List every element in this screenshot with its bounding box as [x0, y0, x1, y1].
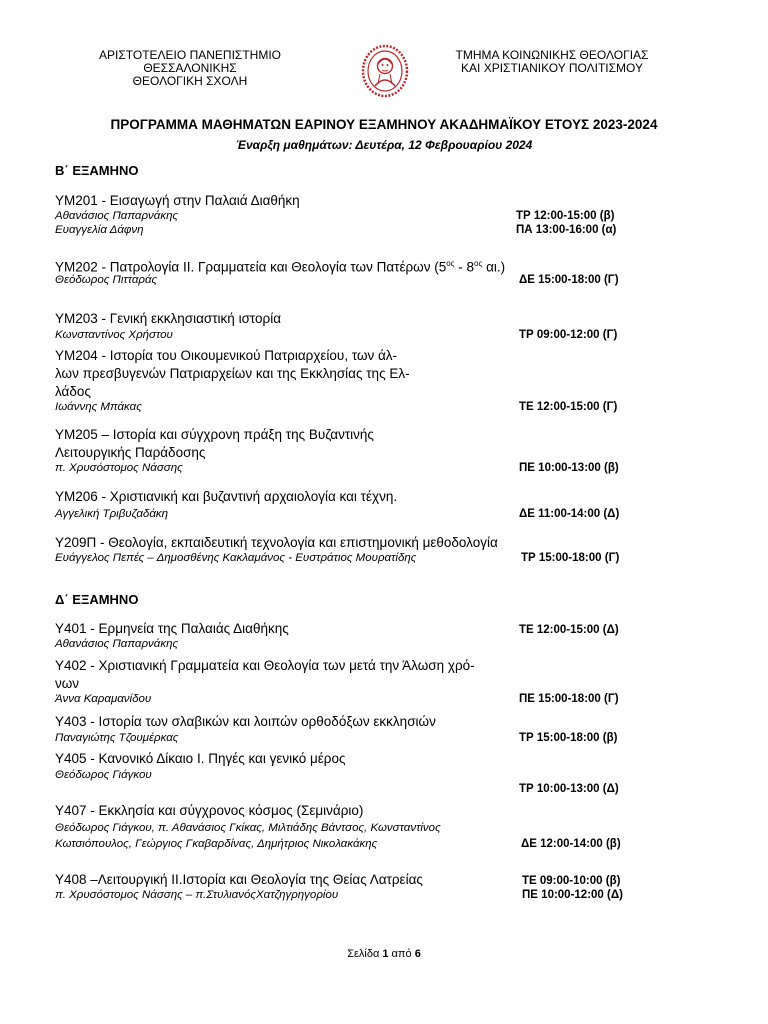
course-title: ΥΜ201 - Εισαγωγή στην Παλαιά Διαθήκη [55, 193, 300, 208]
school-name-line: ΘΕΟΛΟΓΙΚΗ ΣΧΟΛΗ [132, 74, 248, 88]
ordinal-superscript: ος [446, 259, 455, 268]
page-number [0, 948, 768, 960]
course-title: Υ401 - Ερμηνεία της Παλαιάς Διαθήκης [55, 621, 289, 636]
ordinal-superscript: ος [474, 259, 483, 268]
department-name-line-2: ΚΑΙ ΧΡΙΣΤΙΑΝΙΚΟΥ ΠΟΛΙΤΙΣΜΟΥ [461, 61, 643, 75]
course-instructor: Άννα Καραμανίδου [55, 693, 152, 705]
course-title-text: ΥΜ202 - Πατρολογία ΙΙ. Γραμματεία και Θεολογία των Πατέρων (5 [55, 259, 447, 275]
course-title: Υ403 - Ιστορία των σλαβικών και λοιπών ορθοδόξων εκκλησιών [55, 714, 436, 729]
course-time: ΤΡ 15:00-18:00 (Γ) [521, 552, 620, 564]
course-time: ΤΡ 10:00-13:00 (Δ) [519, 783, 619, 795]
course-instructor: Ευάγγελος Πεπές – Δημοσθένης Κακλαμάνος - Ευστράτιος Μουρατίδης [55, 552, 417, 564]
course-time: ΤΕ 09:00-10:00 (β) [522, 875, 621, 887]
course-time: ΤΡ 15:00-18:00 (β) [519, 732, 618, 744]
course-title: Υ408 –Λειτουργική ΙΙ.Ιστορία και Θεολογία της Θείας Λατρείας [55, 872, 423, 887]
course-instructor: Αγγελική Τριβυζαδάκη [55, 508, 169, 520]
course-title: ΥΜ206 - Χριστιανική και βυζαντινή αρχαιολογία και τέχνη. [55, 489, 398, 504]
course-instructor: Ιωάννης Μπάκας [55, 401, 142, 413]
department-name-line: ΤΜΗΜΑ ΚΟΙΝΩΝΙΚΗΣ ΘΕΟΛΟΓΙΑΣ [455, 48, 649, 62]
course-title: ΥΜ205 – Ιστορία και σύγχρονη πράξη της Βυζαντινής [55, 427, 374, 442]
course-title: Λειτουργικής Παράδοσης [55, 445, 206, 460]
page-number-prefix: Σελίδα [347, 948, 383, 960]
course-time: ΔΕ 12:00-14:00 (β) [521, 838, 621, 850]
course-title: λάδος [55, 384, 91, 399]
course-title: Υ402 - Χριστιανική Γραμματεία και Θεολογία των μετά την Άλωση χρό- [55, 658, 475, 673]
classes-start-date: Έναρξη μαθημάτων: Δευτέρα, 12 Φεβρουαρίου 2024 [235, 138, 533, 152]
course-time: ΔΕ 11:00-14:00 (Δ) [519, 508, 620, 520]
university-city-line: ΘΕΣΣΑΛΟΝΙΚΗΣ [143, 61, 237, 75]
semester-heading: Δ΄ ΕΞΑΜΗΝΟ [55, 592, 139, 607]
department-name [432, 49, 672, 75]
course-instructor: Ευαγγελία Δάφνη [55, 224, 144, 236]
university-name-line: ΑΡΙΣΤΟΤΕΛΕΙΟ ΠΑΝΕΠΙΣΤΗΜΙΟ [99, 48, 281, 62]
course-instructor: Κωνσταντίνος Χρήστου [55, 329, 173, 341]
course-time: ΤΕ 12:00-15:00 (Γ) [519, 401, 618, 413]
course-time: ΠΕ 10:00-12:00 (Δ) [522, 889, 623, 901]
current-page: 1 [382, 948, 389, 960]
course-instructor: Αθανάσιος Παπαρνάκης [55, 210, 179, 222]
course-title: Υ405 - Κανονικό Δίκαιο Ι. Πηγές και γενικό μέρος [55, 751, 346, 766]
course-title: ΥΜ204 - Ιστορία του Οικουμενικού Πατριαρχείου, των άλ- [55, 348, 398, 363]
course-title: ΥΜ203 - Γενική εκκλησιαστική ιστορία [55, 311, 282, 326]
university-seal-icon [361, 44, 409, 98]
course-instructor: π. Χρυσόστομος Νάσσης – π.ΣτυλιανόςΧατζηγρηγορίου [55, 889, 339, 901]
semester-heading: Β΄ ΕΞΑΜΗΝΟ [55, 163, 139, 178]
course-title: Υ407 - Εκκλησία και σύγχρονος κόσμος (Σεμινάριο) [55, 803, 364, 818]
course-title: νων [55, 676, 80, 691]
course-time: ΤΕ 12:00-15:00 (Δ) [519, 624, 619, 636]
course-instructor: π. Χρυσόστομος Νάσσης [55, 462, 183, 474]
course-time: ΠΕ 15:00-18:00 (Γ) [519, 693, 619, 705]
course-title: Υ209Π - Θεολογία, εκπαιδευτική τεχνολογία και επιστημονική μεθοδολογία [55, 535, 498, 550]
university-name [80, 49, 300, 88]
course-time: ΤΡ 09:00-12:00 (Γ) [519, 329, 618, 341]
course-title-text: αι.) [482, 259, 506, 275]
course-title: λων πρεσβυγενών Πατριαρχείων και της Εκκλησίας της Ελ- [55, 366, 410, 381]
course-title-text: - 8 [454, 259, 475, 275]
course-time: ΤΡ 12:00-15:00 (β) [516, 210, 615, 222]
course-instructor: Παναγιώτης Τζουμέρκας [55, 732, 179, 744]
course-instructor: Αθανάσιος Παπαρνάκης [55, 638, 179, 650]
course-instructor: Θεόδωρος Πιτταράς [55, 274, 158, 286]
course-instructor: Θεόδωρος Γιάγκου, π. Αθανάσιος Γκίκας, Μιλτιάδης Βάντσος, Κωνσταντίνος [55, 822, 441, 834]
page-title: ΠΡΟΓΡΑΜΜΑ ΜΑΘΗΜΑΤΩΝ ΕΑΡΙΝΟΥ ΕΞΑΜΗΝΟΥ ΑΚΑΔΗΜΑΪΚΟΥ ΕΤΟΥΣ 2023-2024 [110, 117, 658, 132]
course-time: ΠΕ 10:00-13:00 (β) [519, 462, 619, 474]
course-time: ΠΑ 13:00-16:00 (α) [516, 224, 617, 236]
total-pages: 6 [414, 948, 421, 960]
course-instructor: Κωτσιόπουλος, Γεώργιος Γκαβαρδίνας, Δημήτριος Νικολακάκης [55, 838, 378, 850]
page-number-mid: από [388, 948, 415, 960]
course-instructor: Θεόδωρος Γιάγκου [55, 769, 152, 781]
course-time: ΔΕ 15:00-18:00 (Γ) [519, 274, 619, 286]
